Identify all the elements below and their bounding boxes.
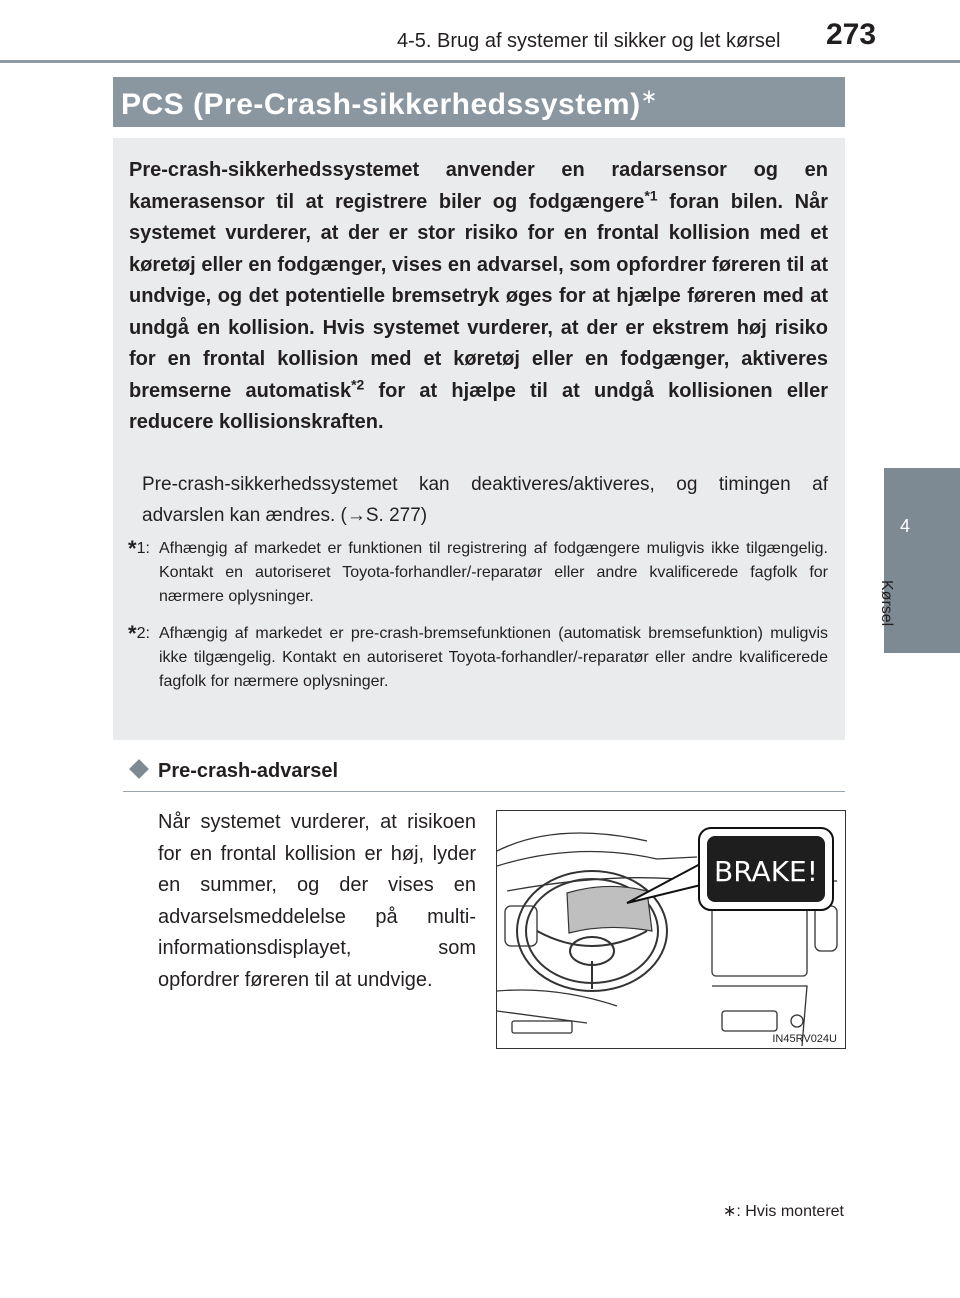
subsection-body: Når systemet vurderer, at risikoen for en frontal kollision er høj, lyder en summer, og der vises en advarselsmeddelelse på multi-informationsdisplayet, som opfordrer føreren til at undvige.: [158, 811, 476, 991]
optional-equipment-text: : Hvis monteret: [736, 1203, 844, 1220]
intro-text-2: foran bilen. Når systemet vurderer, at der er stor risiko for en frontal kollision med et køretøj eller en fodgænger, vises en advarsel, som opfordrer føreren til at undvige, og det potentielle bremsetryk øges for at hjælpe føreren med at undgå en kollision. Hvis systemet vurderer, at der er ekstrem høj risiko for en frontal kollision med et køretøj eller en fodgænger, aktiveres bremserne automatisk: [129, 190, 828, 402]
optional-equipment-note: [723, 1201, 844, 1221]
settings-note: Pre-crash-sikkerhedssystemet kan deaktiveres/aktiveres, og timingen af advarslen kan ændres. (→S. 277): [142, 474, 828, 526]
diamond-bullet-icon: [129, 759, 149, 779]
footnote-star: *: [128, 536, 137, 561]
chapter-number: 4: [899, 516, 910, 536]
footnote-ref-1: *1: [644, 186, 658, 203]
subsection-divider: [123, 791, 845, 792]
footnote-ref-2: *2: [351, 375, 365, 392]
footnote-2: *2: Afhængig af markedet er pre-crash-bremsefunktionen (automatisk bremsefunktion) muligvis ikke tilgængelig. Kontakt en autoriseret Toyota-forhandler/-reparatør eller andre kvalificerede fagfolk for nærmere oplysninger.: [128, 622, 828, 694]
section-heading-bar: [113, 77, 845, 127]
chapter-tab[interactable]: [884, 468, 960, 653]
figure-code: IN45RV024U: [772, 1033, 837, 1045]
header-divider: [0, 60, 960, 63]
dashboard-illustration: [496, 810, 846, 1049]
subsection-heading-text: Pre-crash-advarsel: [158, 760, 339, 782]
intro-paragraph: [129, 155, 828, 439]
footnote-number: 2: [136, 625, 146, 642]
chapter-label: Kørsel: [878, 580, 895, 627]
dashboard-drawing: [497, 811, 845, 1048]
footnote-number: 1: [136, 540, 146, 557]
section-title: 4-5. Brug af systemer til sikker og let kørsel: [397, 30, 781, 52]
page-number: 273: [826, 18, 877, 51]
section-heading: [121, 84, 658, 122]
intro-text-1: Pre-crash-sikkerhedssystemet anvender en radarsensor og en kamerasensor til at registrere biler og fodgængere: [129, 159, 828, 213]
footnote-text: Afhængig af markedet er pre-crash-bremsefunktionen (automatisk bremsefunktion) muligvis ikke tilgængelig. Kontakt en autoriseret Toyota-forhandler/-reparatør eller andre kvalificerede fagfolk for nærmere oplysninger.: [159, 625, 828, 690]
section-heading-text: PCS (Pre-Crash-sikkerhedssystem): [121, 88, 641, 121]
subsection-heading: [128, 760, 338, 783]
optional-mark: ∗: [640, 86, 658, 108]
optional-mark-icon: ∗: [723, 1203, 737, 1220]
intro-text-3: for at hjælpe til at undgå kollisionen eller reducere kollisionskraften.: [129, 379, 828, 433]
footnote-star: *: [128, 621, 137, 646]
footnote-text: Afhængig af markedet er funktionen til registrering af fodgængere muligvis ikke tilgængelig. Kontakt en autoriseret Toyota-forhandler/-reparatør eller andre kvalificerede fagfolk for nærmere oplysninger.: [159, 540, 828, 605]
brake-message: BRAKE!: [714, 855, 818, 888]
footnote-1: *1: Afhængig af markedet er funktionen til registrering af fodgængere muligvis ikke tilgængelig. Kontakt en autoriseret Toyota-forhandler/-reparatør eller andre kvalificerede fagfolk for nærmere oplysninger.: [128, 537, 828, 609]
